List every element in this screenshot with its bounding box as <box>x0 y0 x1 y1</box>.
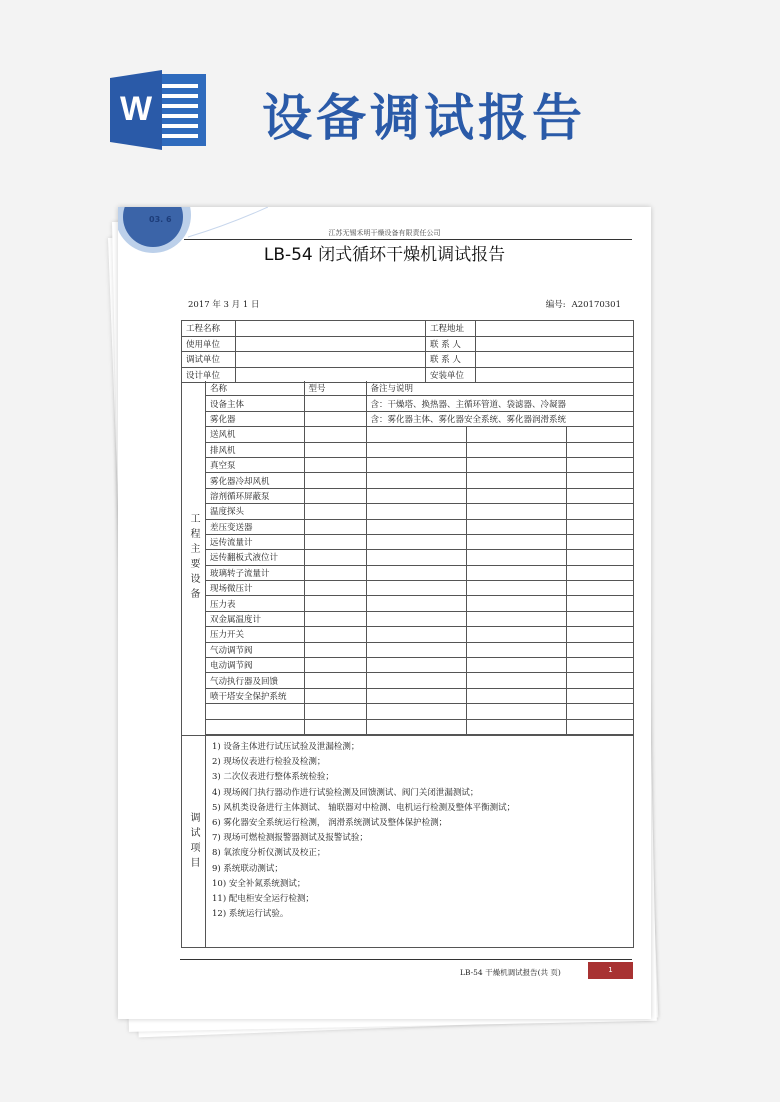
equipment-row <box>206 658 634 673</box>
test-item: 7) 现场可燃检测报警器测试及报警试验； <box>212 833 368 844</box>
equipment-model <box>304 611 366 626</box>
equipment-model <box>304 488 366 503</box>
document-title: LB-54 闭式循环干燥机调试报告 <box>263 245 506 265</box>
equipment-notes <box>366 704 466 719</box>
equipment-cell <box>566 534 634 549</box>
info-label: 联 系 人 <box>426 352 476 368</box>
equipment-cell <box>466 427 566 442</box>
equipment-cell <box>566 473 634 488</box>
equipment-notes <box>366 504 466 519</box>
test-section-label: 调试项目 <box>188 811 199 872</box>
equipment-notes <box>366 534 466 549</box>
equipment-row <box>206 688 634 703</box>
equipment-model <box>304 719 366 734</box>
equipment-header-row <box>206 381 634 396</box>
info-value <box>236 321 426 337</box>
equipment-name: 气动执行器及回馈 <box>206 673 304 688</box>
equipment-model <box>304 473 366 488</box>
equipment-cell <box>466 673 566 688</box>
equipment-cell <box>566 596 634 611</box>
test-item: 9) 系统联动测试； <box>212 863 283 874</box>
equipment-cell <box>466 442 566 457</box>
equipment-model <box>304 565 366 580</box>
test-items-list <box>212 740 515 922</box>
test-item: 6) 雾化器安全系统运行检测， 润滑系统测试及整体保护检测； <box>212 818 448 829</box>
equipment-notes <box>366 427 466 442</box>
equipment-row <box>206 642 634 657</box>
test-item: 10) 安全补氮系统测试； <box>212 878 306 889</box>
equipment-model <box>304 534 366 549</box>
info-label: 联 系 人 <box>426 336 476 352</box>
equipment-cell <box>566 565 634 580</box>
test-item: 4) 现场阀门执行器动作进行试验检测及回馈测试、阀门关闭泄漏测试； <box>212 787 479 798</box>
equipment-row <box>206 411 634 426</box>
equipment-name: 送风机 <box>206 427 304 442</box>
test-item: 1) 设备主体进行试压试验及泄漏检测； <box>212 742 360 752</box>
equipment-cell <box>566 658 634 673</box>
serial-label: 编号: <box>545 300 566 310</box>
equipment-cell <box>466 596 566 611</box>
equipment-name <box>206 704 304 719</box>
info-label: 调试单位 <box>182 352 236 368</box>
equipment-cell <box>466 519 566 534</box>
company-name: 江苏无锡禾明干燥设备有限责任公司 <box>328 229 441 237</box>
equipment-model <box>304 442 366 457</box>
test-item: 3) 二次仪表进行整体系统检验； <box>212 772 334 783</box>
info-value <box>236 352 426 368</box>
equipment-cell <box>466 611 566 626</box>
equipment-section <box>181 381 634 736</box>
equipment-name: 双金属温度计 <box>206 611 304 626</box>
equipment-model <box>304 519 366 534</box>
project-info-table <box>181 320 634 383</box>
info-label: 设计单位 <box>182 367 236 383</box>
equipment-row <box>206 427 634 442</box>
equipment-notes <box>366 611 466 626</box>
equipment-cell <box>466 688 566 703</box>
equipment-model <box>304 596 366 611</box>
equipment-notes <box>366 673 466 688</box>
equipment-row <box>206 396 634 411</box>
equipment-notes <box>366 565 466 580</box>
info-value <box>476 352 634 368</box>
header-name: 名称 <box>206 381 304 396</box>
equipment-model <box>304 673 366 688</box>
footer-text: LB-54 干燥机调试报告(共 页) <box>460 968 561 977</box>
equipment-cell <box>466 550 566 565</box>
equipment-cell <box>466 488 566 503</box>
equipment-cell <box>566 519 634 534</box>
equipment-row <box>206 673 634 688</box>
equipment-name: 压力表 <box>206 596 304 611</box>
report-date: 2017 年 3 月 1 日 <box>188 300 260 310</box>
equipment-name: 远传流量计 <box>206 534 304 549</box>
equipment-name: 差压变送器 <box>206 519 304 534</box>
equipment-cell <box>566 488 634 503</box>
equipment-name: 排风机 <box>206 442 304 457</box>
equipment-row <box>206 719 634 734</box>
equipment-model <box>304 457 366 472</box>
equipment-cell <box>566 581 634 596</box>
equipment-model <box>304 427 366 442</box>
equipment-name: 雾化器 <box>206 411 304 426</box>
equipment-cell <box>566 704 634 719</box>
info-label: 使用单位 <box>182 336 236 352</box>
equipment-cell <box>466 504 566 519</box>
equipment-model <box>304 704 366 719</box>
info-label: 工程地址 <box>426 321 476 337</box>
equipment-cell <box>566 457 634 472</box>
equipment-notes <box>366 596 466 611</box>
equipment-cell <box>466 565 566 580</box>
equipment-row <box>206 534 634 549</box>
equipment-row <box>206 627 634 642</box>
equipment-cell <box>466 581 566 596</box>
equipment-notes <box>366 627 466 642</box>
document-page <box>118 207 651 1019</box>
test-item: 2) 现场仪表进行检验及检测； <box>212 757 326 768</box>
equipment-row <box>206 442 634 457</box>
equipment-cell <box>466 457 566 472</box>
equipment-cell <box>566 427 634 442</box>
equipment-row <box>206 519 634 534</box>
equipment-cell <box>566 504 634 519</box>
equipment-notes <box>366 581 466 596</box>
equipment-cell <box>466 534 566 549</box>
info-value <box>236 336 426 352</box>
equipment-notes <box>366 688 466 703</box>
equipment-cell <box>466 658 566 673</box>
equipment-cell <box>566 673 634 688</box>
test-items-section <box>181 736 634 948</box>
test-item: 5) 风机类设备进行主体测试、 轴联器对中检测、电机运行检测及整体平衡测试； <box>212 802 516 813</box>
footer-rule <box>180 959 632 960</box>
corner-tag: 03. 6 <box>149 215 172 224</box>
equipment-row <box>206 704 634 719</box>
word-document-icon <box>110 70 208 150</box>
equipment-row <box>206 565 634 580</box>
equipment-model <box>304 658 366 673</box>
equipment-table <box>206 381 634 735</box>
equipment-model <box>304 396 366 411</box>
info-value <box>476 336 634 352</box>
equipment-row <box>206 611 634 626</box>
equipment-cell <box>566 442 634 457</box>
equipment-name: 现场微压计 <box>206 581 304 596</box>
equipment-cell <box>466 642 566 657</box>
info-row <box>182 352 634 368</box>
equipment-row <box>206 581 634 596</box>
equipment-notes <box>366 442 466 457</box>
banner-title: 设备调试报告 <box>262 89 586 147</box>
equipment-notes <box>366 519 466 534</box>
equipment-notes <box>366 488 466 503</box>
equipment-cell <box>566 611 634 626</box>
equipment-name: 远传翻板式液位计 <box>206 550 304 565</box>
equipment-model <box>304 504 366 519</box>
info-row <box>182 321 634 337</box>
test-item: 12) 系统运行试验。 <box>212 909 289 920</box>
equipment-row <box>206 457 634 472</box>
equipment-model <box>304 411 366 426</box>
equipment-model <box>304 550 366 565</box>
equipment-section-label: 工程主要设备 <box>188 513 199 603</box>
equipment-model <box>304 688 366 703</box>
info-row <box>182 336 634 352</box>
serial-number <box>540 298 621 310</box>
equipment-name: 溶剂循环屏蔽泵 <box>206 488 304 503</box>
equipment-row <box>206 550 634 565</box>
equipment-cell <box>566 719 634 734</box>
equipment-cell <box>466 473 566 488</box>
equipment-name: 温度探头 <box>206 504 304 519</box>
equipment-cell <box>466 719 566 734</box>
serial-value: A20170301 <box>571 300 621 310</box>
equipment-cell <box>566 550 634 565</box>
equipment-notes <box>366 642 466 657</box>
header-notes: 备注与说明 <box>366 381 634 396</box>
equipment-cell <box>466 627 566 642</box>
equipment-cell <box>566 642 634 657</box>
equipment-notes <box>366 550 466 565</box>
info-value <box>476 321 634 337</box>
equipment-name: 玻璃转子流量计 <box>206 565 304 580</box>
equipment-model <box>304 581 366 596</box>
test-item: 11) 配电柜安全运行检测； <box>212 894 314 905</box>
equipment-notes <box>366 473 466 488</box>
equipment-row <box>206 473 634 488</box>
equipment-row <box>206 488 634 503</box>
equipment-name: 喷干塔安全保护系统 <box>206 688 304 703</box>
info-label: 工程名称 <box>182 321 236 337</box>
equipment-notes <box>366 719 466 734</box>
equipment-notes <box>366 457 466 472</box>
info-label: 安装单位 <box>426 367 476 383</box>
equipment-row <box>206 504 634 519</box>
page-number: 1 <box>588 962 633 979</box>
equipment-model <box>304 627 366 642</box>
equipment-name <box>206 719 304 734</box>
equipment-cell <box>466 704 566 719</box>
equipment-name: 雾化器冷却风机 <box>206 473 304 488</box>
equipment-name: 设备主体 <box>206 396 304 411</box>
equipment-name: 真空泵 <box>206 457 304 472</box>
equipment-notes <box>366 658 466 673</box>
logo-letter: W <box>119 90 153 128</box>
equipment-model <box>304 642 366 657</box>
equipment-name: 电动调节阀 <box>206 658 304 673</box>
equipment-name: 气动调节阀 <box>206 642 304 657</box>
equipment-row <box>206 596 634 611</box>
equipment-notes: 含：干燥塔、换热器、主循环管道、袋滤器、冷凝器 <box>366 396 634 411</box>
equipment-cell <box>566 627 634 642</box>
equipment-notes: 含：雾化器主体、雾化器安全系统、雾化器润滑系统 <box>366 411 634 426</box>
equipment-cell <box>566 688 634 703</box>
header-model: 型号 <box>304 381 366 396</box>
test-item: 8) 氧浓度分析仪测试及校正； <box>212 848 326 859</box>
equipment-name: 压力开关 <box>206 627 304 642</box>
